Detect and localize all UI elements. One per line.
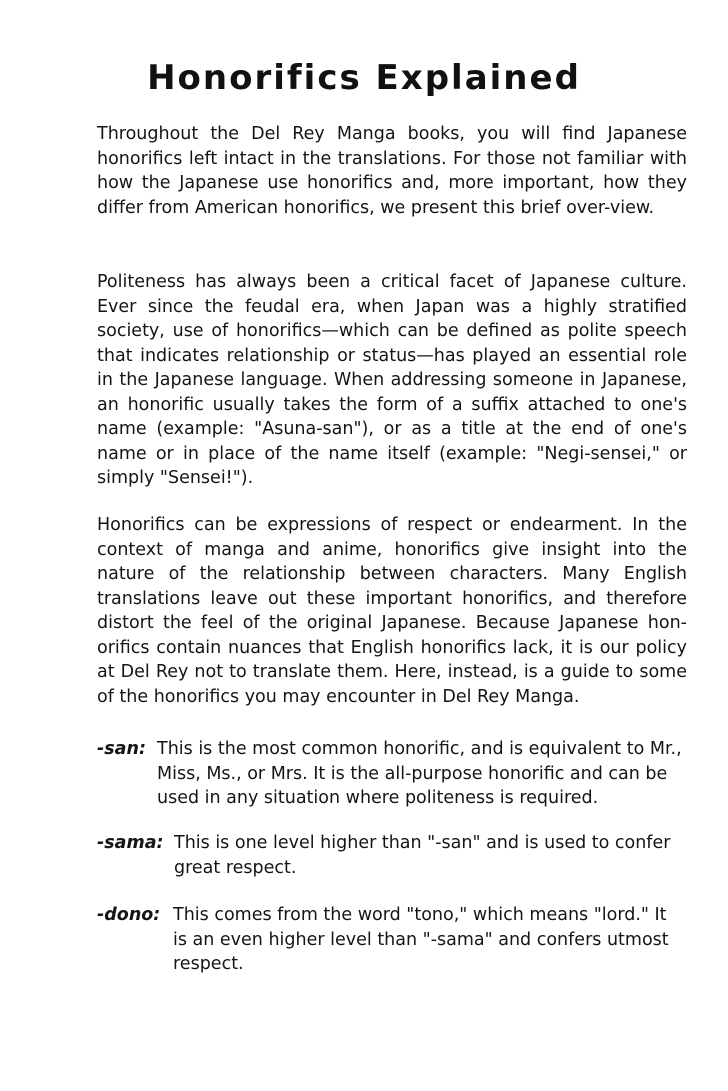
glossary-definition: This is the most common honorific, and is equivalent to Mr., Miss, Ms., or Mrs. It is the all-purpose honorific and can be used in any situation where politeness is required. <box>157 739 682 808</box>
glossary-term: -dono: <box>97 905 161 925</box>
respect-paragraph: Honorifics can be expressions of respect or endearment. In the context of manga and anime, honorifics give insight into the nature of the relationship between characters. Many English translations leave out these important honorifics, and therefore distort the feel of the original Japanese. Because Japanese hon-orifics contain nuances that English honorifics lack, it is our policy at Del Rey not to translate them. Here, instead, is a guide to some of the honorifics you may encounter in Del Rey Manga. <box>97 515 687 707</box>
glossary-term: -san: <box>97 739 146 759</box>
glossary-definition: This is one level higher than "-san" and is used to confer great respect. <box>174 833 671 878</box>
intro-paragraph: Throughout the Del Rey Manga books, you will find Japanese honorifics left intact in the translations. For those not familiar with how the Japanese use honorifics and, more important, how they differ from American honorifics, we present this brief over-view. <box>97 124 687 218</box>
glossary-term: -sama: <box>97 833 164 853</box>
glossary-definition: This comes from the word "tono," which means "lord." It is an even higher level than "-sama" and confers utmost respect. <box>173 905 669 974</box>
page-title: Honorifics Explained <box>147 58 581 98</box>
politeness-paragraph: Politeness has always been a critical facet of Japanese culture. Ever since the feudal era, when Japan was a highly stratified society, use of honorifics—which can be defined as polite speech that indicates relationship or status—has played an essential role in the Japanese language. When addressing someone in Japanese, an honorific usually takes the form of a suffix attached to one's name (example: "Asuna-san"), or as a title at the end of one's name or in place of the name itself (example: "Negi-sensei," or simply "Sensei!"). <box>97 272 687 488</box>
